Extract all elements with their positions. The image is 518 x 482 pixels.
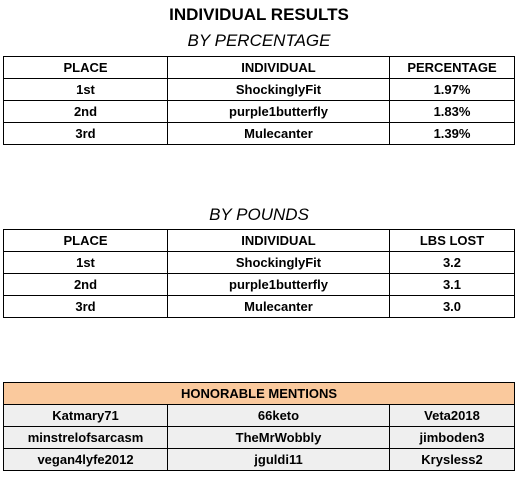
column-header-lbs-lost: LBS LOST [390,230,515,252]
table-header-row [4,230,515,252]
place-cell: 3rd [4,123,168,145]
table-row [4,427,515,449]
individual-cell: purple1butterfly [168,274,390,296]
column-header-individual: INDIVIDUAL [168,57,390,79]
mention-cell: jimboden3 [390,427,515,449]
mention-cell: TheMrWobbly [168,427,390,449]
mention-cell: minstrelofsarcasm [4,427,168,449]
column-header-individual: INDIVIDUAL [168,230,390,252]
place-cell: 2nd [4,101,168,123]
individual-cell: Mulecanter [168,123,390,145]
individual-cell: Mulecanter [168,296,390,318]
column-header-percentage: PERCENTAGE [390,57,515,79]
column-header-place: PLACE [4,57,168,79]
percentage-subtitle: BY PERCENTAGE [187,31,331,50]
table-row [4,405,515,427]
individual-cell: ShockinglyFit [168,252,390,274]
percentage-cell: 1.83% [390,101,515,123]
mention-cell: Krysless2 [390,449,515,471]
percentage-cell: 1.97% [390,79,515,101]
lbs-lost-cell: 3.1 [390,274,515,296]
mention-cell: 66keto [168,405,390,427]
page-title: INDIVIDUAL RESULTS [169,5,349,24]
table-row [4,296,515,318]
table-row [4,101,515,123]
table-header-row [4,57,515,79]
table-row [4,274,515,296]
individual-cell: ShockinglyFit [168,79,390,101]
percentage-results-table [3,56,515,145]
place-cell: 3rd [4,296,168,318]
honorable-mentions-table [3,382,515,471]
table-row [4,252,515,274]
individual-cell: purple1butterfly [168,101,390,123]
mention-cell: Veta2018 [390,405,515,427]
place-cell: 1st [4,252,168,274]
lbs-lost-cell: 3.2 [390,252,515,274]
table-row [4,123,515,145]
honorable-mentions-header: HONORABLE MENTIONS [4,383,515,405]
mention-cell: vegan4lyfe2012 [4,449,168,471]
percentage-cell: 1.39% [390,123,515,145]
lbs-lost-cell: 3.0 [390,296,515,318]
table-row [4,79,515,101]
column-header-place: PLACE [4,230,168,252]
honorable-mentions-header-row [4,383,515,405]
place-cell: 1st [4,79,168,101]
mention-cell: jguldi11 [168,449,390,471]
pounds-subtitle: BY POUNDS [209,205,309,224]
mention-cell: Katmary71 [4,405,168,427]
place-cell: 2nd [4,274,168,296]
pounds-results-table [3,229,515,318]
table-row [4,449,515,471]
